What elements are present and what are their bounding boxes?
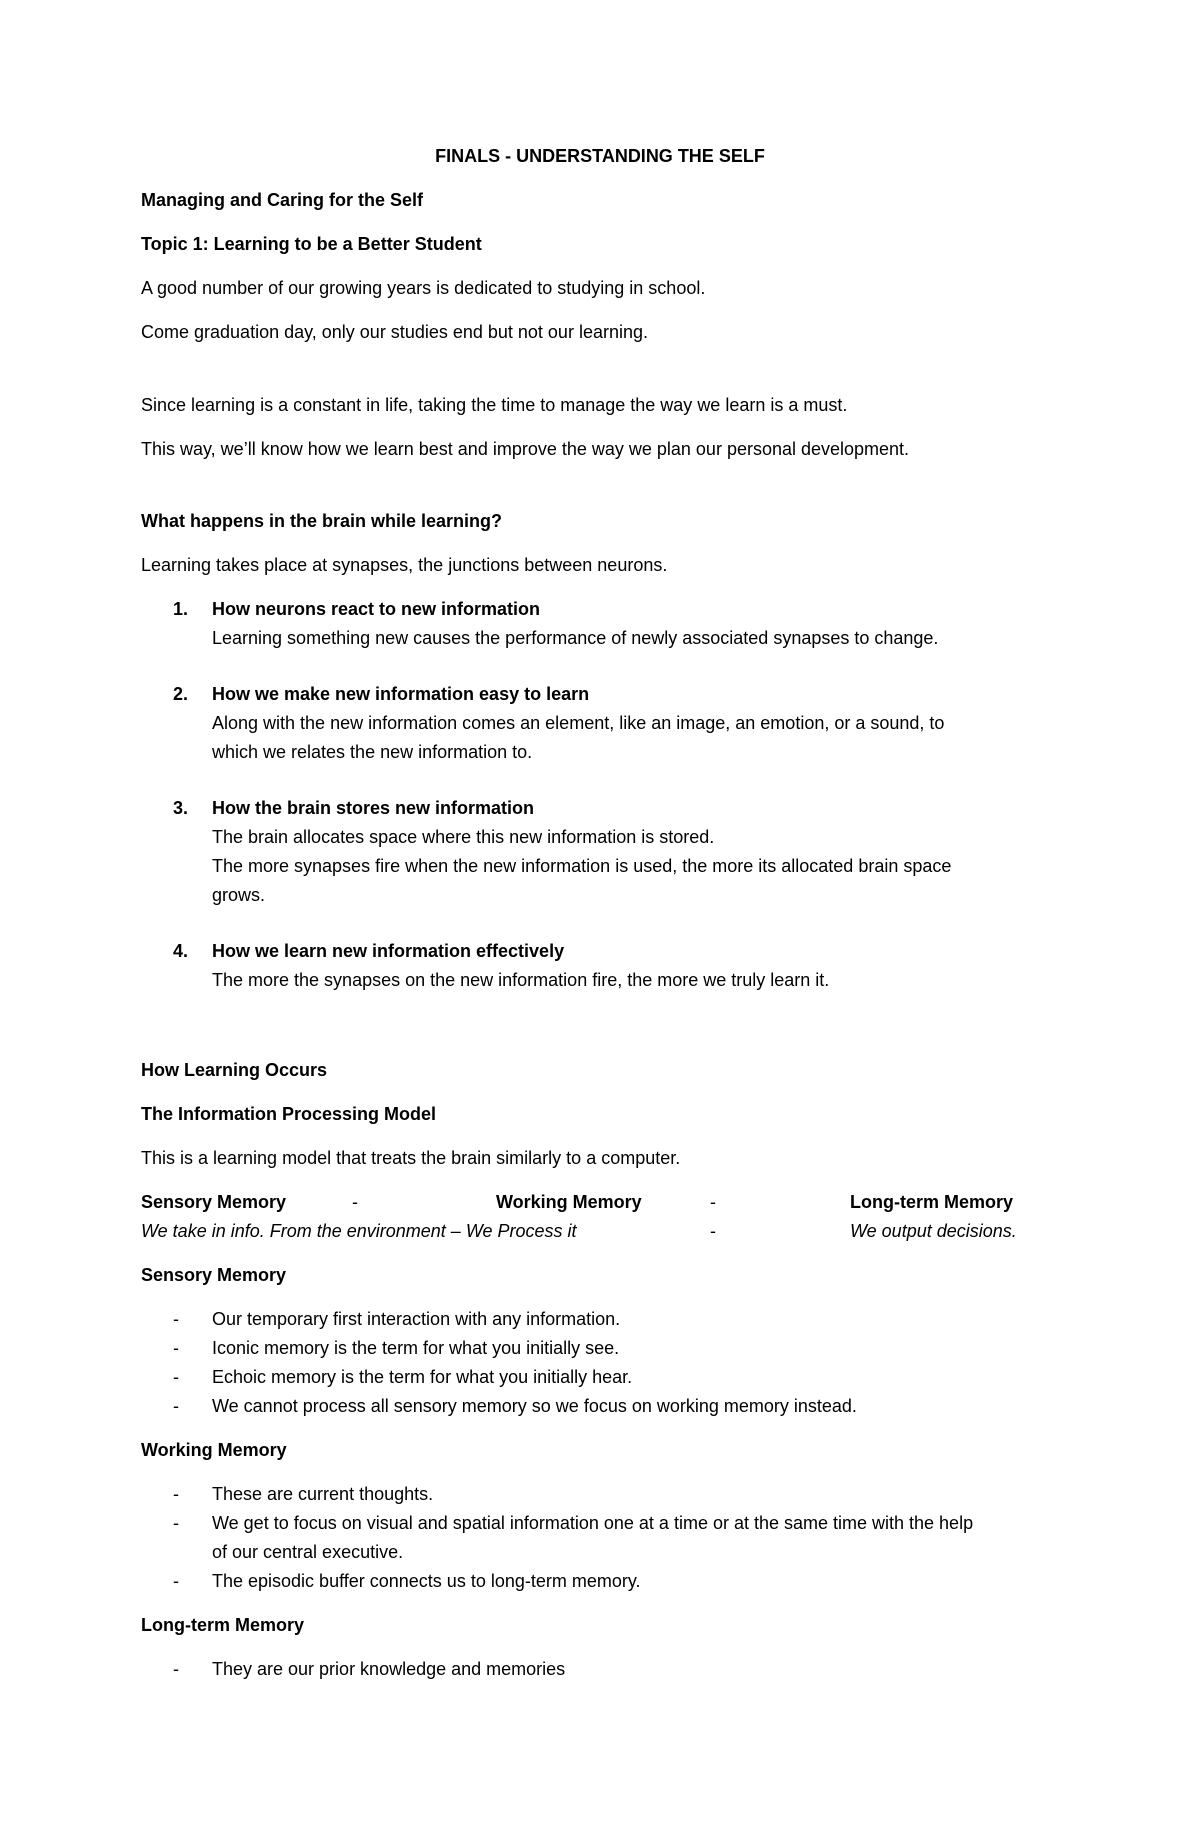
- topic-heading: Topic 1: Learning to be a Better Student: [141, 234, 482, 254]
- list-number: 3.: [173, 798, 189, 818]
- paragraph: This is a learning model that treats the brain similarly to a computer.: [141, 1148, 681, 1168]
- stage-description: We take in info. From the environment – We Process it: [141, 1221, 577, 1241]
- stage-separator: -: [710, 1221, 716, 1241]
- model-heading: The Information Processing Model: [141, 1104, 437, 1124]
- bullet-item: We get to focus on visual and spatial information one at a time or at the same time with the help: [212, 1513, 974, 1533]
- bullet-dash: -: [173, 1571, 179, 1591]
- list-number: 1.: [173, 599, 189, 619]
- list-item-text: The more the synapses on the new information fire, the more we truly learn it.: [212, 970, 830, 990]
- list-item-text: which we relates the new information to.: [212, 742, 533, 762]
- stage-sensory: Sensory Memory: [141, 1192, 287, 1212]
- list-item-title: How neurons react to new information: [212, 599, 541, 619]
- longterm-heading: Long-term Memory: [141, 1615, 305, 1635]
- bullet-item: Echoic memory is the term for what you initially hear.: [212, 1367, 633, 1387]
- bullet-dash: -: [173, 1338, 179, 1358]
- bullet-dash: -: [173, 1367, 179, 1387]
- bullet-dash: -: [173, 1659, 179, 1679]
- stage-separator: -: [710, 1192, 716, 1212]
- paragraph: Learning takes place at synapses, the junctions between neurons.: [141, 555, 668, 575]
- list-item-title: How we make new information easy to learn: [212, 684, 590, 704]
- bullet-item: The episodic buffer connects us to long-term memory.: [212, 1571, 641, 1591]
- bullet-item: Our temporary first interaction with any information.: [212, 1309, 621, 1329]
- bullet-item: They are our prior knowledge and memories: [212, 1659, 566, 1679]
- stage-separator: -: [352, 1192, 358, 1212]
- document-title: FINALS - UNDERSTANDING THE SELF: [435, 146, 765, 166]
- list-number: 2.: [173, 684, 189, 704]
- list-item-text: The more synapses fire when the new information is used, the more its allocated brain space: [212, 856, 952, 876]
- list-item-title: How we learn new information effectively: [212, 941, 565, 961]
- paragraph: This way, we’ll know how we learn best and improve the way we plan our personal development.: [141, 439, 910, 459]
- bullet-dash: -: [173, 1309, 179, 1329]
- list-item-text: The brain allocates space where this new information is stored.: [212, 827, 715, 847]
- working-heading: Working Memory: [141, 1440, 287, 1460]
- list-item-text: grows.: [212, 885, 266, 905]
- learning-heading: How Learning Occurs: [141, 1060, 328, 1080]
- paragraph: Come graduation day, only our studies end but not our learning.: [141, 322, 648, 342]
- list-item-text: Learning something new causes the performance of newly associated synapses to change.: [212, 628, 939, 648]
- bullet-item: We cannot process all sensory memory so we focus on working memory instead.: [212, 1396, 857, 1416]
- bullet-dash: -: [173, 1396, 179, 1416]
- bullet-item: Iconic memory is the term for what you initially see.: [212, 1338, 620, 1358]
- stage-longterm: Long-term Memory: [850, 1192, 1014, 1212]
- list-number: 4.: [173, 941, 189, 961]
- bullet-item: These are current thoughts.: [212, 1484, 434, 1504]
- stage-working: Working Memory: [496, 1192, 642, 1212]
- bullet-dash: -: [173, 1484, 179, 1504]
- section-heading: Managing and Caring for the Self: [141, 190, 424, 210]
- brain-heading: What happens in the brain while learning?: [141, 511, 503, 531]
- sensory-heading: Sensory Memory: [141, 1265, 287, 1285]
- paragraph: Since learning is a constant in life, taking the time to manage the way we learn is a must.: [141, 395, 848, 415]
- bullet-dash: -: [173, 1513, 179, 1533]
- paragraph: A good number of our growing years is dedicated to studying in school.: [141, 278, 706, 298]
- bullet-item-continued: of our central executive.: [212, 1542, 404, 1562]
- list-item-title: How the brain stores new information: [212, 798, 535, 818]
- stage-description: We output decisions.: [850, 1221, 1017, 1241]
- list-item-text: Along with the new information comes an element, like an image, an emotion, or a sound, to: [212, 713, 945, 733]
